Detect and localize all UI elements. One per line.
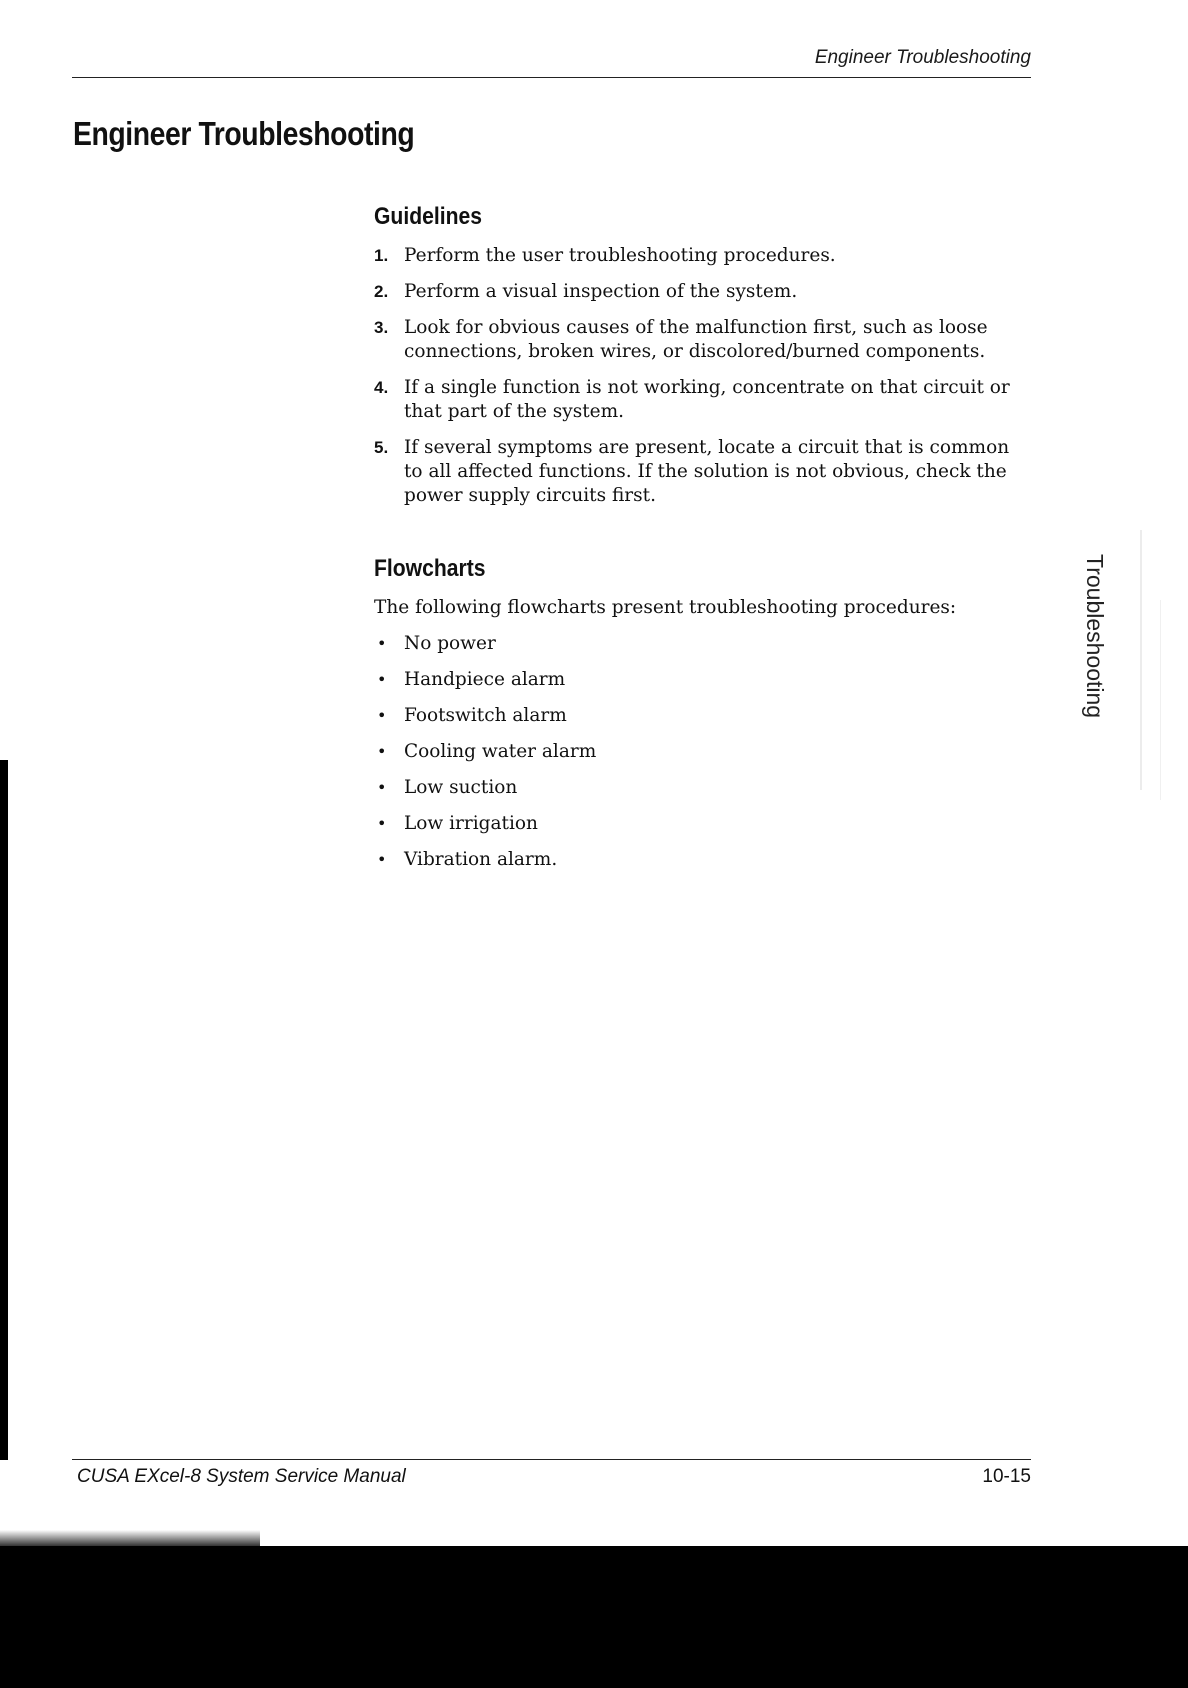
list-item [374,668,1024,692]
item-text: Low irrigation [404,813,538,834]
scan-edge-left [0,760,8,1460]
bullet-icon: • [377,814,387,833]
item-text: No power [404,633,496,654]
flowcharts-intro: The following flowcharts present troubleshooting procedures: [374,597,957,618]
bullet-icon: • [377,706,387,725]
list-item [374,244,1024,268]
item-text: Footswitch alarm [404,705,567,726]
guidelines-list [374,244,1024,520]
item-text: Perform a visual inspection of the system. [404,281,798,302]
footer-manual-title: CUSA EXcel-8 System Service Manual [77,1466,406,1487]
flowcharts-list [374,632,1024,884]
item-text: If a single function is not working, concentrate on that circuit or that part of the system. [404,377,1010,422]
bullet-icon: • [377,634,387,653]
page-number: 10-15 [982,1466,1031,1487]
item-text: Vibration alarm. [404,849,558,870]
list-item [374,848,1024,872]
list-item [374,376,1024,424]
page-title: Engineer Troubleshooting [73,115,415,152]
list-item [374,316,1024,364]
bullet-icon: • [377,670,387,689]
list-item [374,740,1024,764]
item-text: Cooling water alarm [404,741,597,762]
scan-speckle [1160,600,1161,800]
bullet-icon: • [377,742,387,761]
item-text: Perform the user troubleshooting procedures. [404,245,836,266]
item-text: Low suction [404,777,518,798]
item-number: 2. [374,282,389,301]
header-rule [72,77,1031,78]
item-number: 5. [374,438,389,457]
list-item [374,704,1024,728]
list-item [374,632,1024,656]
bullet-icon: • [377,778,387,797]
list-item [374,436,1024,508]
item-number: 3. [374,318,389,337]
flowcharts-heading: Flowcharts [374,555,486,582]
item-text: Look for obvious causes of the malfunction first, such as loose connections, broken wires, or discolored/burned components. [404,317,988,362]
guidelines-heading: Guidelines [374,203,482,230]
scan-speckle [1140,530,1142,790]
list-item [374,812,1024,836]
scan-edge-bottom [0,1546,1188,1688]
bullet-icon: • [377,850,387,869]
item-number: 4. [374,378,389,397]
item-text: If several symptoms are present, locate a circuit that is common to all affected functions. If the solution is not obvious, check the power supply circuits first. [404,437,1010,506]
footer-rule [72,1459,1031,1460]
item-number: 1. [374,246,389,265]
running-head: Engineer Troubleshooting [814,47,1031,68]
list-item [374,280,1024,304]
item-text: Handpiece alarm [404,669,566,690]
list-item [374,776,1024,800]
section-side-tab: Troubleshooting [1082,554,1108,719]
